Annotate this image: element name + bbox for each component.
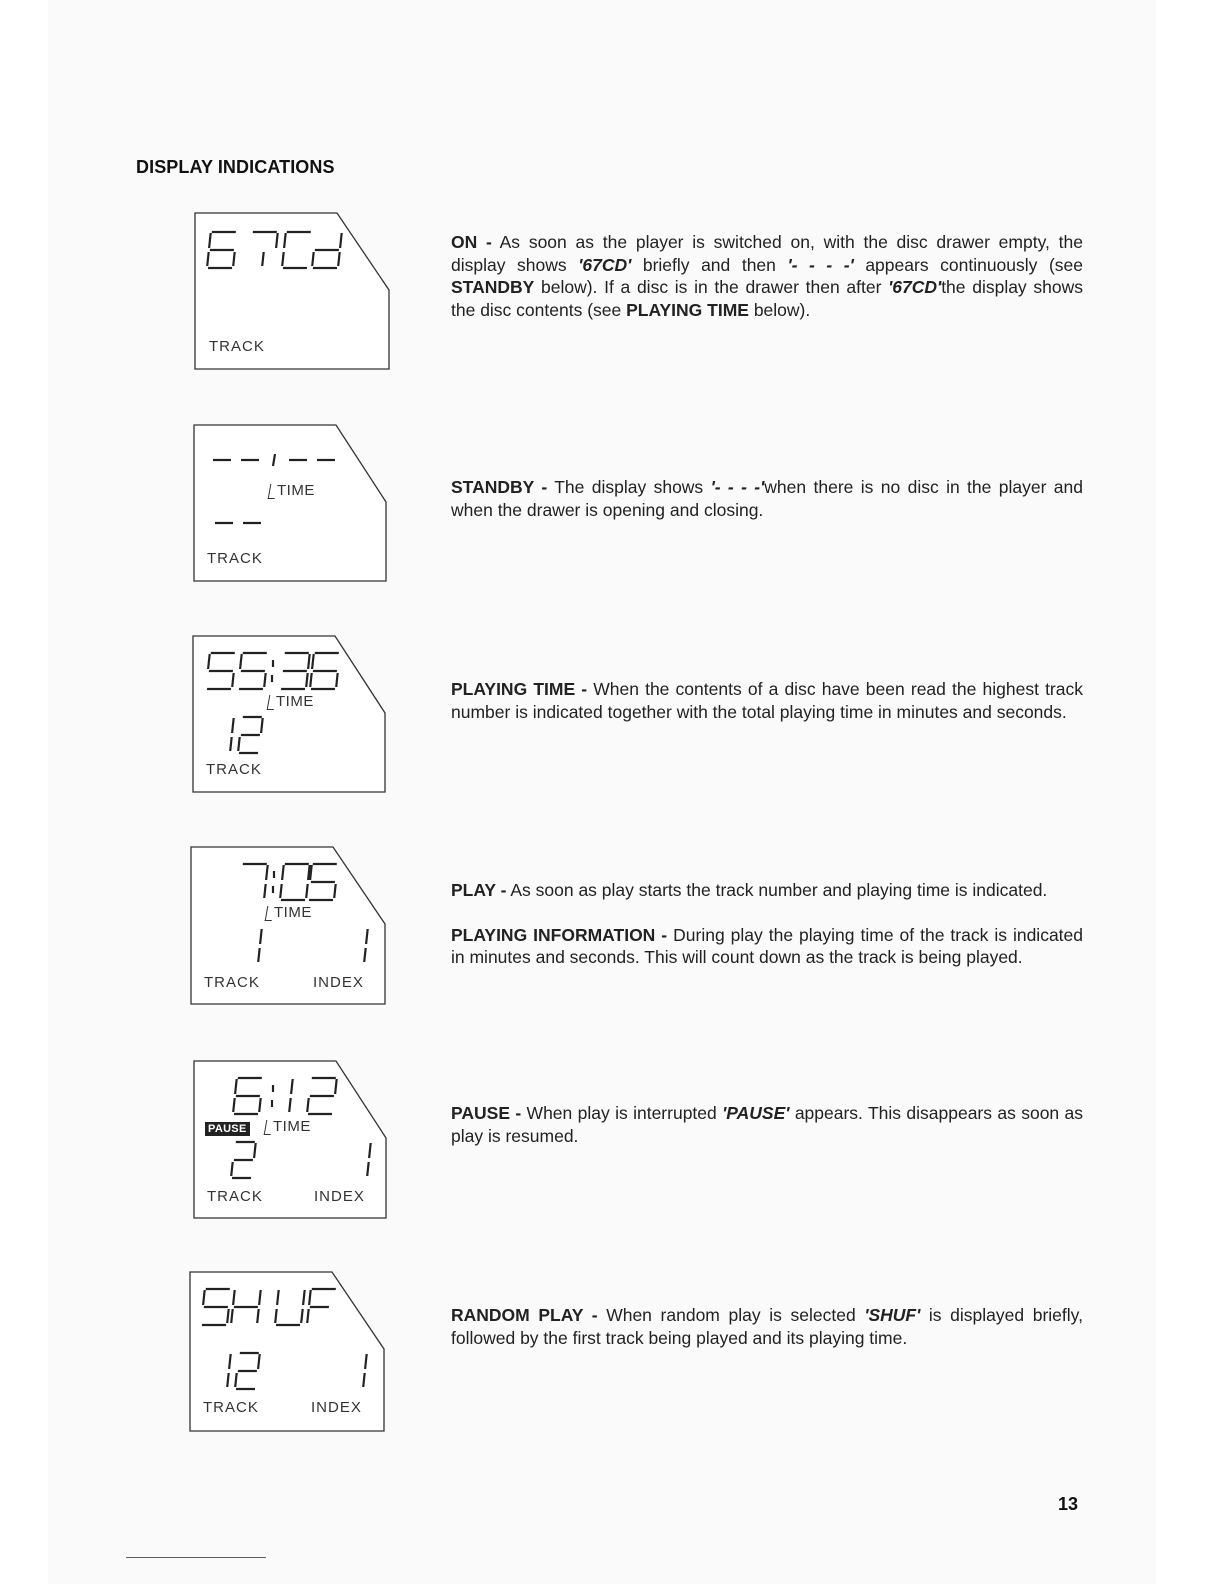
- description-pause: PAUSE - When play is interrupted 'PAUSE' appears. This disappears as soon as play is resumed.: [451, 1103, 1083, 1146]
- description-playing-time: PLAYING TIME - When the contents of a disc have been read the highest track number is indicated together with the total playing time in minutes and seconds.: [451, 679, 1083, 722]
- lcd-display-random: [189, 1271, 385, 1429]
- lcd-display-on: [194, 212, 390, 370]
- section-title: PAUSE -: [451, 1103, 522, 1123]
- track-label: TRACK: [207, 550, 263, 567]
- index-label: INDEX: [313, 974, 364, 991]
- time-label: TIME: [265, 1118, 311, 1135]
- time-bracket: [264, 1120, 274, 1135]
- page-heading: DISPLAY INDICATIONS: [136, 157, 335, 177]
- section-title: PLAYING TIME -: [451, 679, 588, 699]
- time-label: TIME: [266, 904, 312, 921]
- section-title: STANDBY -: [451, 477, 548, 497]
- section-title: PLAY -: [451, 880, 507, 900]
- index-label: INDEX: [314, 1188, 365, 1205]
- track-label: TRACK: [209, 338, 265, 355]
- pause-indicator: PAUSE: [205, 1122, 250, 1136]
- lcd-display-playing-time: [192, 635, 388, 793]
- time-label: TIME: [268, 693, 314, 710]
- description-play: PLAY - As soon as play starts the track number and playing time is indicated. PLAYING INFORMATION - During play the playing time of the track is indicated in minutes and seconds. This will count down as the track is being played.: [451, 880, 1084, 967]
- description-random-play: RANDOM PLAY - When random play is selected 'SHUF' is displayed briefly, followed by the first track being played and its playing time.: [451, 1305, 1083, 1348]
- time-bracket: [265, 906, 275, 921]
- description-standby: STANDBY - The display shows '- - - -'when there is no disc in the player and when the drawer is opening and closing.: [451, 477, 1083, 520]
- time-label: TIME: [269, 482, 315, 499]
- track-label: TRACK: [203, 1399, 259, 1416]
- footer-rule: [126, 1557, 266, 1558]
- lcd-display-pause: [193, 1060, 389, 1218]
- description-on: ON - As soon as the player is switched on, with the disc drawer empty, the display shows '67CD' briefly and then '- - - -' appears continuously (see STANDBY below). If a disc is in the drawer then after '67CD'the display shows the disc contents (see PLAYING TIME below).: [451, 232, 1084, 320]
- index-label: INDEX: [311, 1399, 362, 1416]
- lcd-display-standby: [193, 424, 389, 582]
- section-title: RANDOM PLAY -: [451, 1305, 598, 1325]
- page-number: 13: [1058, 1494, 1079, 1514]
- time-bracket: [267, 695, 277, 710]
- time-bracket: [268, 484, 278, 499]
- track-label: TRACK: [206, 761, 262, 778]
- track-label: TRACK: [204, 974, 260, 991]
- lcd-display-play: [190, 846, 386, 1004]
- section-title: ON -: [451, 232, 492, 252]
- section-title-playing-information: PLAYING INFORMATION -: [451, 924, 668, 945]
- track-label: TRACK: [207, 1188, 263, 1205]
